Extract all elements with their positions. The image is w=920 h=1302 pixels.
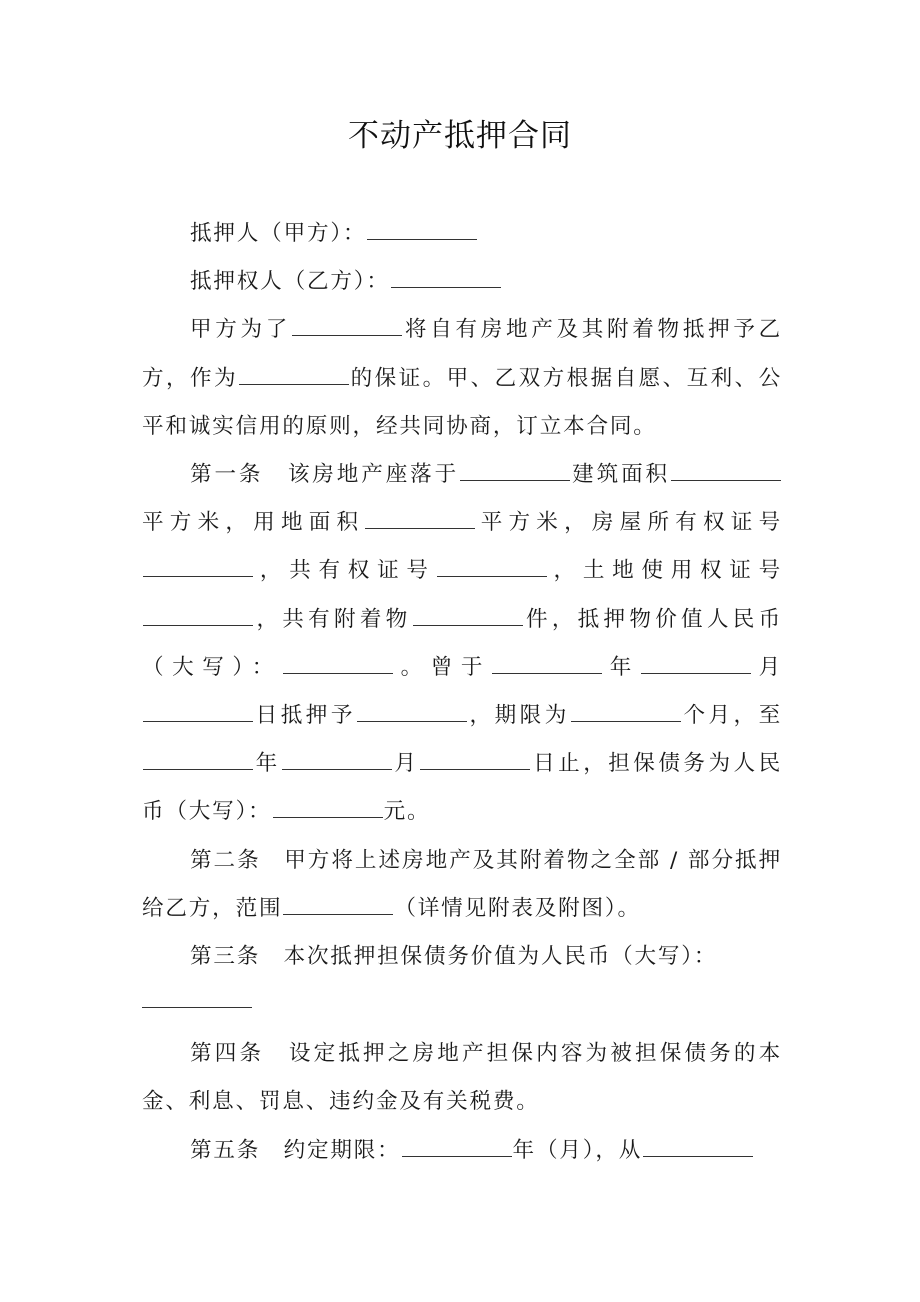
fill-in-blank bbox=[273, 799, 383, 818]
fill-in-blank bbox=[292, 317, 402, 336]
fill-in-blank bbox=[671, 462, 781, 481]
fill-in-blank bbox=[437, 558, 547, 577]
paragraph-text: ，共有附着物 bbox=[254, 606, 412, 632]
article-3-paragraph bbox=[142, 933, 782, 981]
fill-in-blank bbox=[391, 269, 501, 288]
party-b-line bbox=[142, 258, 782, 306]
fill-in-blank bbox=[402, 1138, 512, 1157]
fill-in-blank bbox=[492, 655, 602, 674]
paragraph-text: 第三条 本次抵押担保债务价值为人民币（大写）： bbox=[190, 944, 718, 970]
paragraph-text: 。曾于 bbox=[393, 654, 491, 680]
paragraph-text: 第一条 该房地产座落于 bbox=[190, 462, 460, 488]
fill-in-blank bbox=[571, 703, 681, 722]
fill-in-blank bbox=[282, 751, 392, 770]
fill-in-blank bbox=[143, 751, 253, 770]
fill-in-blank bbox=[460, 462, 570, 481]
paragraph-text: 平方米，用地面积 bbox=[142, 510, 365, 536]
fill-in-blank bbox=[641, 655, 751, 674]
paragraph-text: ，期限为 bbox=[467, 703, 570, 729]
contract-body bbox=[142, 210, 782, 1175]
party-a-line bbox=[142, 210, 782, 258]
fill-in-blank bbox=[143, 607, 253, 626]
paragraph-text: 抵押权人（乙方）： bbox=[190, 269, 390, 295]
fill-in-blank bbox=[413, 607, 523, 626]
paragraph-text: 建筑面积 bbox=[571, 462, 670, 488]
article-5-paragraph bbox=[142, 1127, 782, 1175]
article-1-paragraph bbox=[142, 451, 782, 837]
paragraph-text: 第二条 甲方将上述房地产及其附着物之全部 / 部分抵押给乙方，范围 bbox=[142, 847, 782, 921]
fill-in-blank bbox=[283, 655, 393, 674]
fill-in-blank bbox=[357, 703, 467, 722]
paragraph-text: 第五条 约定期限： bbox=[190, 1137, 401, 1163]
fill-in-blank bbox=[365, 510, 475, 529]
paragraph-text: 第四条 设定抵押之房地产担保内容为被担保债务的本金、利息、罚息、违约金及有关税费。 bbox=[142, 1041, 782, 1115]
paragraph-text: 个月，至 bbox=[681, 703, 783, 729]
preamble-paragraph bbox=[142, 306, 782, 451]
paragraph-text: 平方米，房屋所有权证号 bbox=[476, 510, 782, 536]
paragraph-text: 将自有房地产及其附着物抵押予乙方，作为 bbox=[142, 317, 782, 391]
fill-in-blank bbox=[367, 221, 477, 240]
paragraph-text: 的保证。甲、乙双方根据自愿、互利、公平和诚实信用的原则，经共同协商，订立本合同。 bbox=[142, 365, 782, 439]
fill-in-blank bbox=[420, 751, 530, 770]
fill-in-blank bbox=[239, 366, 349, 385]
article-4-paragraph bbox=[142, 1030, 782, 1126]
paragraph-text: 件，抵押物价值人民币（大写）： bbox=[142, 606, 782, 680]
fill-in-blank bbox=[143, 703, 253, 722]
paragraph-text: （详情见附表及附图）。 bbox=[394, 895, 641, 921]
fill-in-blank bbox=[143, 558, 253, 577]
fill-in-blank bbox=[283, 896, 393, 915]
document-title: 不动产抵押合同 bbox=[348, 118, 572, 154]
paragraph-text: 元。 bbox=[383, 799, 431, 825]
paragraph-text: 年 bbox=[602, 654, 640, 680]
paragraph-text: 抵押人（甲方）： bbox=[190, 221, 367, 246]
fill-in-blank bbox=[643, 1138, 753, 1157]
paragraph-text: 月 bbox=[392, 751, 420, 777]
paragraph-text: 年 bbox=[254, 751, 281, 777]
article-2-paragraph bbox=[142, 837, 782, 933]
paragraph-text: ，共有权证号 bbox=[254, 558, 436, 584]
paragraph-text: 年（月），从 bbox=[512, 1137, 643, 1163]
paragraph-text: 日抵押予 bbox=[254, 703, 356, 729]
paragraph-text: ，土地使用权证号 bbox=[547, 558, 782, 584]
paragraph-text: 甲方为了 bbox=[190, 317, 292, 343]
paragraph-text: 日止，担保债务为人民币（大写）： bbox=[142, 751, 782, 825]
article-3-amount-blank bbox=[142, 981, 252, 1008]
paragraph-text: 月 bbox=[751, 654, 782, 680]
